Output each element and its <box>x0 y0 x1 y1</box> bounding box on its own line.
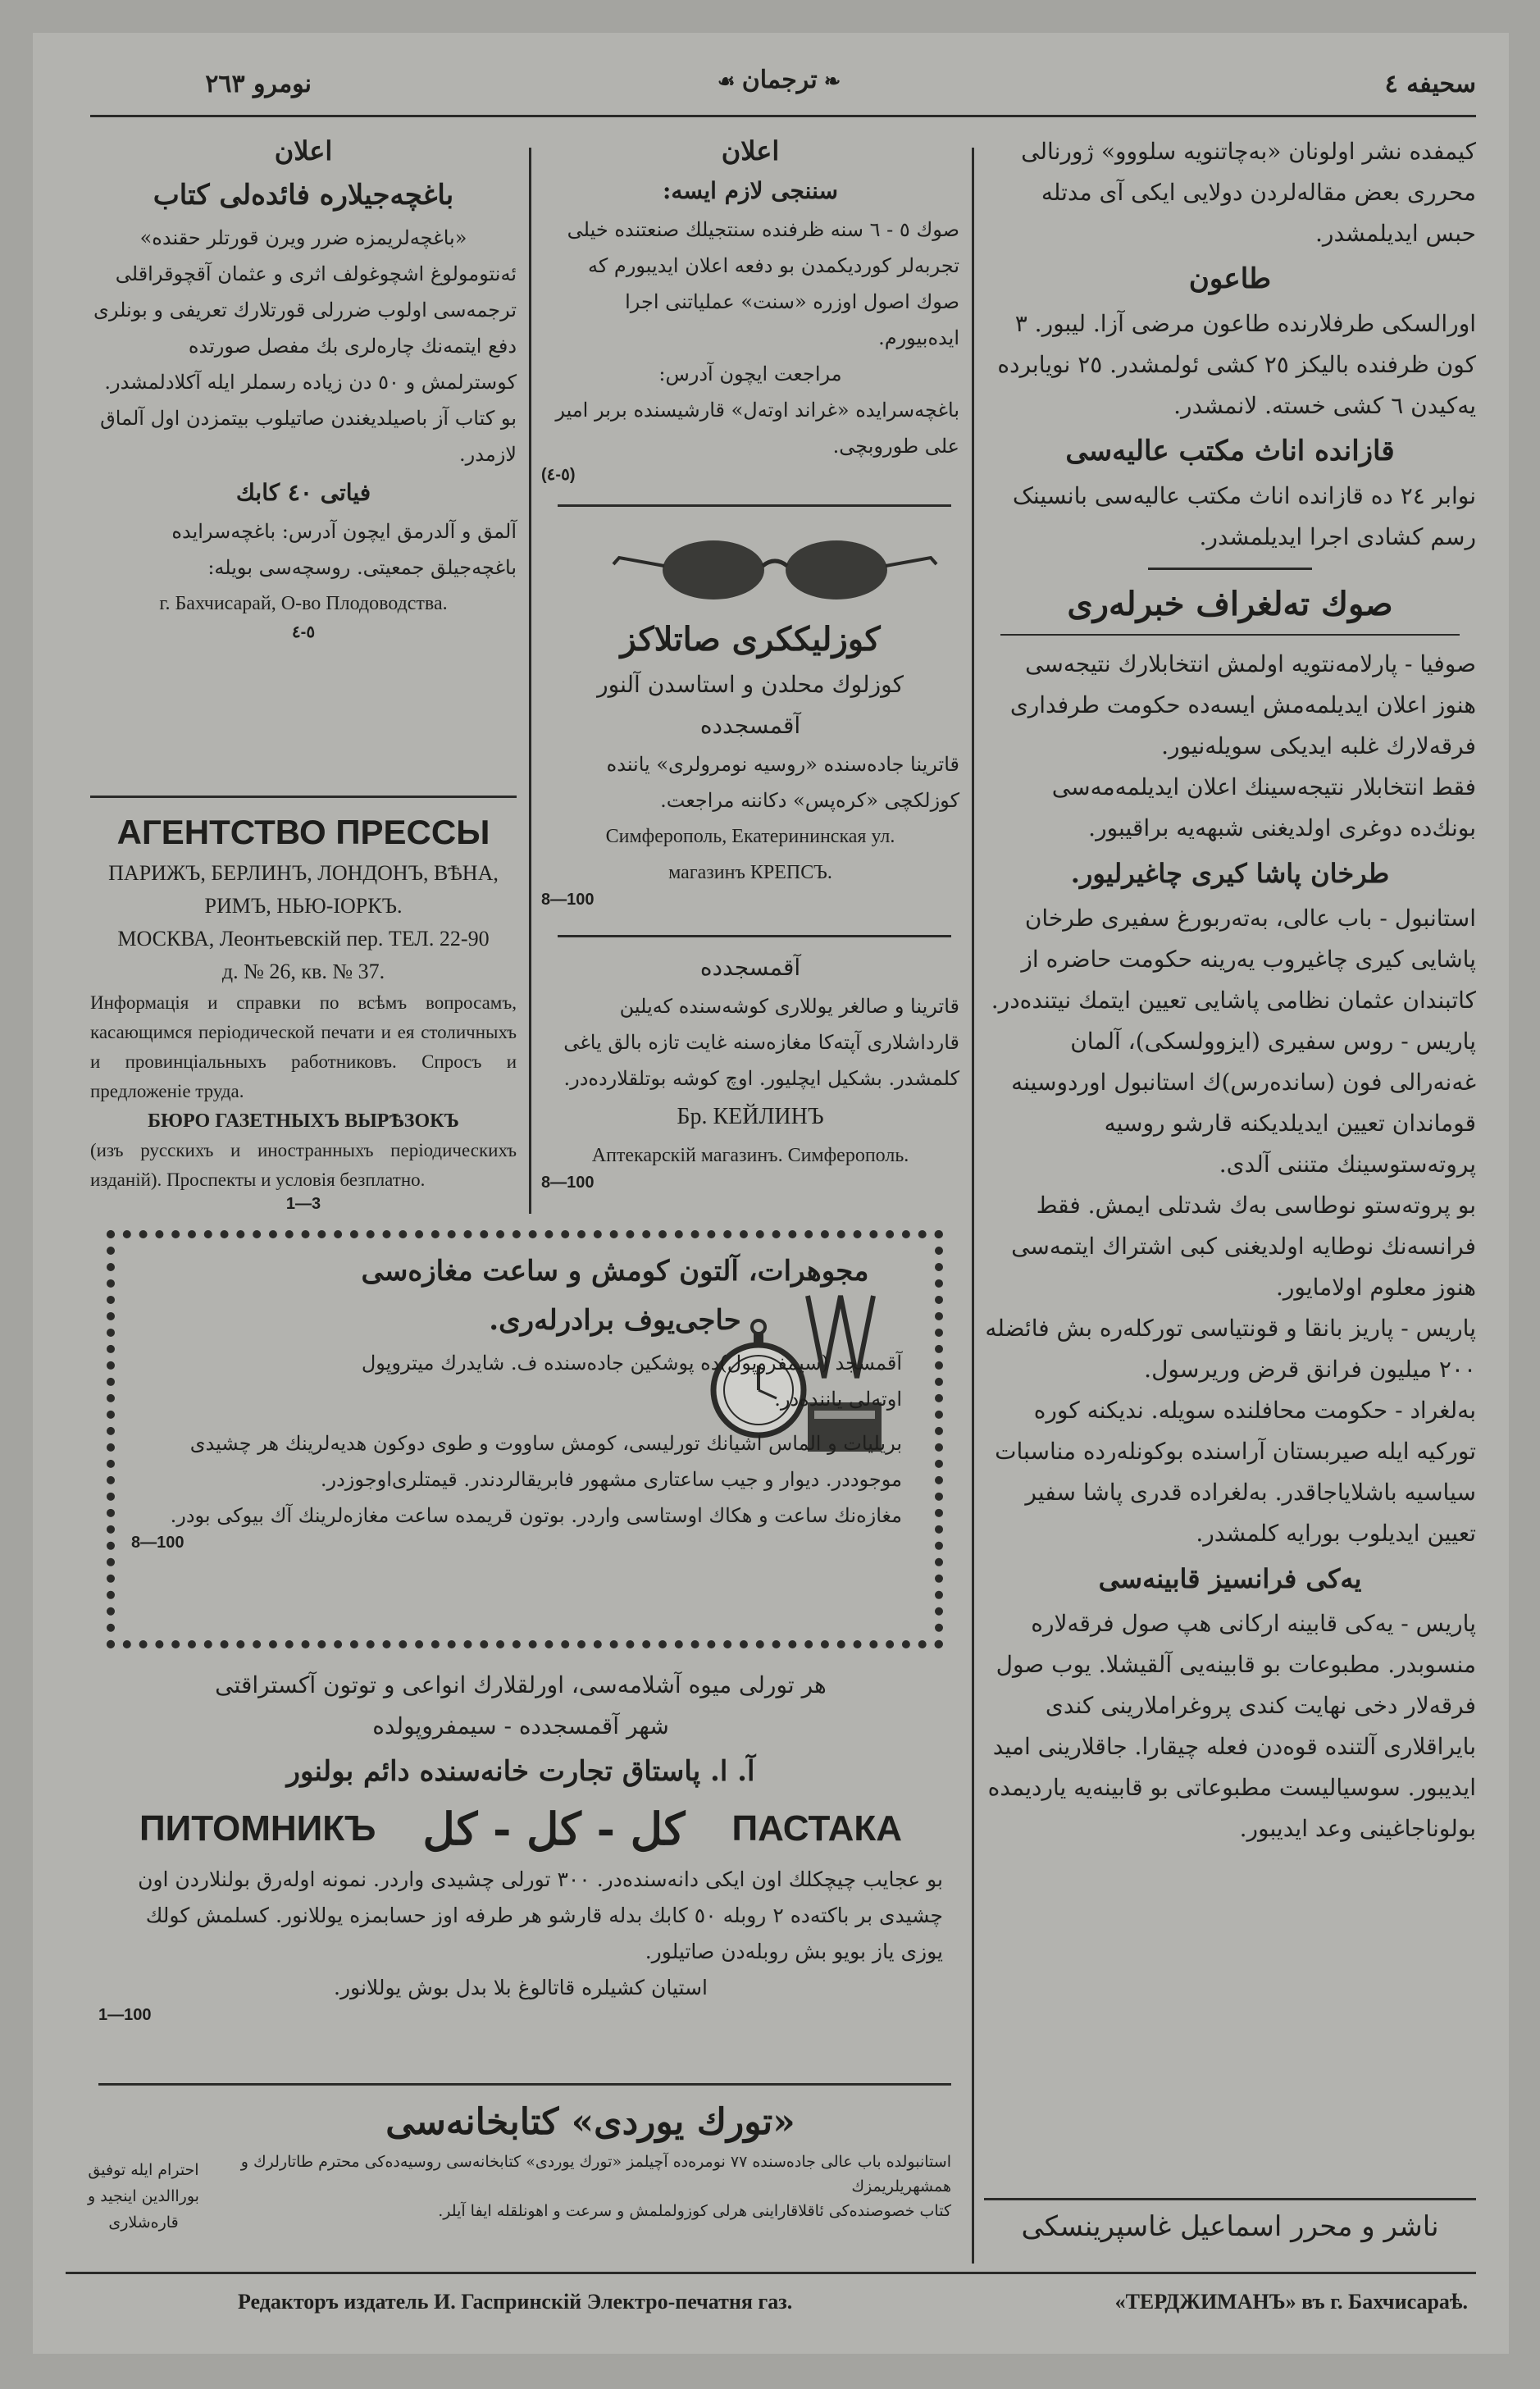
plague-text: اورالسکی طرفلارنده طاعون مرضی آزا. لیبور. ٣ کون ظرفنده بالیکز ٢٥ کشی ئولمشدر. ٢٥ نویابردە یەکیدن ٦ کشی خستە. لانمشدر. <box>997 310 1476 419</box>
nursery-ad-nursery-ru: ПИТОМНИКЪ <box>139 1808 376 1849</box>
book-ad-text: ئەنتومولوغ اشچوغولف اثری و عثمان آقچوقراقلی ترجمەسی اولوب ضررلی قورتلارك تعریفی و بونلری دفع ایتمەنك چارەلری بك مفصل صورتدە کوسترلمش و ٥٠ دن زیادە رسملر ایلە آکلادلمشدر. <box>93 262 517 394</box>
barber-ad-title: اعلان <box>721 135 780 166</box>
press-agency-address-2: д. № 26, кв. № 37. <box>221 960 385 983</box>
press-agency-cities-2: РИМЪ, НЬЮ-ІОРКЪ. <box>204 894 403 918</box>
sofia-item-2: فقط انتخابلار نتیجەسینك اعلان ایدیلمەمەسی بونك‌دە دوغری اولدیغنی شبهە‌یە براقیبور. <box>1051 773 1476 841</box>
nursery-ad-pastak-ru: ПАСТАКА <box>731 1808 902 1849</box>
nursery-ad-text: بو عجایب چیچکلك اون ایکی دانەسنده‌در. ٣٠٠ تورلی چشیدی واردر. نمونە اولەرق بولنلاردن اون چشیدی بر باکتەدە ٢ روبلە ٥٠ کابك بدلە قارشو هر طرفە اوز حسابمزە یوللانور. کسلمش کولك یوزی یاز بویو بش روبلەدن صاتیلور. <box>138 1867 943 1963</box>
jeweler-ad-text: بریلیات و الماس اشیانك تورلیسی، کومش ساووت و طوی دوکون هدیەلرینك هر چشیدی موجوددر. دیوار و جیب ساعتاری مشهور فابریقالردندر. قیمتلری‌اوجوزدر. <box>189 1432 902 1491</box>
book-ad-rule <box>90 796 517 798</box>
masthead-title: ❧ ترجمان ☙ <box>717 66 841 94</box>
press-agency-number: 1—3 <box>285 1195 321 1213</box>
belgrade-item: بەلغراد - حکومت محافلنده سویلە. ندیکنە کورە تورکیە ایلە صیربستان آراسنده بوکونلەردە مناسبات سیاسیە باشلایاجاقدر. بەلغرادە قدری پاشا سفیر تعیین ایدیلوب بورایە کلمشدر. <box>995 1397 1476 1547</box>
french-cabinet-heading: یەکی فرانسیز قابینەسی <box>1098 1563 1362 1594</box>
library-ad <box>230 2095 951 2223</box>
optician-ad-subtitle: کوزلوك محلدن و استاسدن آلنور <box>597 671 904 698</box>
library-ad-title: «تورك یوردی» کتابخانەسی <box>385 2101 795 2143</box>
barber-ad-number: (٥-٤) <box>541 466 576 484</box>
pharmacy-ad-name: Бр. КЕЙЛИНЪ <box>677 1104 824 1129</box>
news-column <box>984 131 1476 1849</box>
pharmacy-ad-city: آقمسجدده <box>699 954 801 981</box>
section-rule <box>1148 568 1312 570</box>
page-number-header: سحیفه ٤ <box>1384 70 1476 98</box>
book-ad-note: بو کتاب آز باصیلدیغندن صاتیلوب بیتمزدن اول آلماق لازمدر. <box>100 407 517 466</box>
book-ad-address-ru: г. Бахчисарай, О-во Плодоводства. <box>159 593 448 614</box>
nursery-ad-line-1: هر تورلی میوە آشلامەسی، اورلقلارك انواعی و توتون آکستراقتی <box>215 1671 827 1698</box>
column-divider-mid <box>529 148 531 1214</box>
issue-number-header: نومرو ٢٦٣ <box>205 70 312 98</box>
book-ad-subtitle: «باغچەلریمزە ضرر ویرن قورتلر حقنده» <box>139 226 467 249</box>
left-column <box>90 131 517 642</box>
library-ad-text: استانبولده باب عالی جادەسنده ٧٧ نومرەدە آچیلمز «تورك یوردی» کتابخانەسی روسیەدەکی محترم طاتارلرك و همشهریلریمزك <box>240 2153 951 2195</box>
publisher-rule <box>984 2198 1476 2200</box>
jeweler-ad <box>131 1247 902 1552</box>
kazan-school-heading: قازانده اناث مکتب عالیەسی <box>1065 435 1395 467</box>
jeweler-ad-address: آقمسجد (سیمفروپول)ده پوشکین جادەسنده ف. شایدرك میتروپول اوتەلی یانندەدر. <box>361 1352 902 1411</box>
press-agency-bureau: БЮРО ГАЗЕТНЫХЪ ВЫРѢЗОКЪ <box>148 1110 459 1132</box>
press-agency-tail: (изъ русскихъ и иностранныхъ перiодическихъ изданiй). Проспекты и условiя безплатно. <box>90 1140 517 1190</box>
pharmacy-ad-number: 8—100 <box>541 1174 595 1192</box>
press-agency-address-1: МОСКВА, Леонтьевскiй пер. ТЕЛ. 22-90 <box>117 927 490 951</box>
turkhan-heading: طرخان پاشا کیری چاغیرلیور. <box>1070 858 1390 889</box>
press-agency-ad <box>90 808 517 1214</box>
nursery-ad-line-3: آ. ا. پاستاق تجارت خانەسنده دائم بولنور <box>286 1755 755 1788</box>
optician-ad-shop-ru: магазинъ КРЕПСЪ. <box>668 862 832 883</box>
barber-ad-text: صوك ٥ - ٦ سنە ظرفنده سنتجیلك صنعتنده خیلی تجربەلر کوردیکمدن بو دفعە اعلان ایدیبورم کە صوك اصول اوزرە «سنت» عملیاتنی اجرا ایدەبیورم. <box>567 218 959 349</box>
optician-ad-city: آقمسجدده <box>699 712 801 739</box>
jeweler-ad-name: حاجی‌یوف برادرلەری. <box>489 1304 741 1337</box>
nursery-ad-headline <box>98 1796 943 1862</box>
library-ad-text-2: کتاب خصوصندەکی ئاقلاقاراینی هرلی کوزولملمش و سرعت و اهونلقلە ایفا آیلر. <box>438 2202 951 2220</box>
nursery-ad-number: 1—100 <box>98 2006 152 2024</box>
nursery-ad-rose: کل - کل - کل <box>422 1803 686 1855</box>
newspaper-sheet <box>33 33 1509 2354</box>
pharmacy-ad-text: قاترینا و صالغر یوللاری کوشەسنده کەیلین قارداشلاری آپتەکا مغازەسنە غایت تازە بالق یاغی کلمشدر. بشکیل ایچلیور. اوچ کوشە بوتلقلاردەدر. <box>563 995 959 1090</box>
book-ad-title: اعلان <box>274 135 333 166</box>
book-ad-heading: باغچەجیلارە فائدەلی کتاب <box>153 179 454 212</box>
book-ad-price: فیاتی ٤٠ کابك <box>235 479 371 506</box>
press-agency-cities-1: ПАРИЖЪ, БЕРЛИНЪ, ЛОНДОНЪ, ВѢНА, <box>108 861 499 885</box>
book-ad-address: آلمق و آلدرمق ایچون آدرس: باغچەسرایده باغچەجیلق جمعیتی. روسچەسی بویلە: <box>171 520 517 579</box>
kazan-school-text: نوابر ٢٤ ده قازانده اناث مکتب عالیەسی بانسینک رسم کشادی اجرا ایدیلمشدر. <box>1012 482 1476 550</box>
pharmacy-ad-address-ru: Аптекарскiй магазинъ. Симферополь. <box>591 1145 909 1166</box>
paris-item-2: بو پروتەستو نوطاسی بەك شدتلی ایمش. فقط فرانسەنك نوطایە اولدیغنی کبی اشتراك ایتمەسی هنوز معلوم اولامایور. <box>1011 1192 1476 1301</box>
plague-heading: طاعون <box>1188 262 1272 295</box>
telegraph-heading: صوك تەلغراف خبرلەری <box>1067 585 1393 623</box>
masthead-rule <box>90 115 1476 117</box>
library-ad-signature: احترام ایلە توفیق بوراالدین اینجید و قارەشلاری <box>88 2161 199 2232</box>
barber-ad-address: باغچەسرایده «غراند اوتەل» قارشیسنده بربر امیر علی طوروبچی. <box>555 399 959 458</box>
istanbul-item: استانبول - باب عالی، بەتەربورغ سفیری طرخان پاشایی کیری چاغیروب یەرینە حکومت حاضرە از کاتبندان عثمان نظامی پاشایی تعیین ایتمك نیتنده‌در. <box>991 905 1476 1014</box>
sofia-item: صوفیا - پارلامەنتویە اولمش انتخابلارك نتیجەسی هنوز اعلان ایدیلمەمش ایسەدە حکومت طرفداری فرقەلارك غلبە ایدیکی سویلەنیور. <box>1009 650 1476 759</box>
jeweler-ad-title: مجوهرات، آلتون کومش و ساعت مغازەسی <box>361 1255 869 1288</box>
jeweler-ad-number: 8—100 <box>131 1534 185 1552</box>
nursery-ad-catalog: استیان کشیلرە قاتالوغ بلا بدل بوش یوللانور. <box>334 1976 708 1999</box>
column-divider-right <box>972 148 974 2264</box>
nursery-ad-line-2: شهر آقمسجدده - سیمفروپولده <box>372 1712 669 1739</box>
paris-loan-item: پاریس - پاریز بانقا و قونتیاسی تورکلەرە بش فائضلە ٢٠٠ میلیون فرانق قرض وریرسول. <box>985 1315 1476 1383</box>
nursery-ad-rule <box>98 2083 951 2086</box>
jeweler-ad-text-2: مغازەنك ساعت و هکاك اوستاسی واردر. بوتون قریمده ساعت مغازەلرینك آك بیوکی بودر. <box>170 1504 902 1527</box>
optician-ad <box>541 615 959 910</box>
optician-ad-title: کوزلیککری صاتلاکز <box>620 620 881 659</box>
optician-ad-address-ru: Симферополь, Екатерининская ул. <box>605 826 895 847</box>
press-agency-text: Информацiя и справки по всѣмъ вопросамъ, касающимся перiодической печати и ея столичныхъ и провинцiальныхъ работниковъ. Спросъ и предложенiе труда. <box>90 992 517 1101</box>
barber-ad-address-label: مراجعت ایچون آدرس: <box>658 362 842 385</box>
telegraph-rule <box>1000 634 1460 636</box>
book-ad-number: ٥-٤ <box>291 623 316 641</box>
nursery-ad <box>98 1665 943 2025</box>
middle-column <box>541 131 959 485</box>
masthead-title-text: ترجمان <box>741 66 818 94</box>
barber-ad-subtitle: سننجی لازم ایسە: <box>663 177 838 204</box>
pharmacy-ad <box>541 947 959 1192</box>
imprint-rule <box>66 2272 1476 2274</box>
barber-ad-rule <box>558 504 951 507</box>
imprint <box>238 2290 1468 2314</box>
optician-ad-number: 8—100 <box>541 891 595 909</box>
news-kiev-item: کیمفده نشر اولونان «بەچاتنویە سلووو» ژورنالی محرری بعض مقالەلردن دولایی ایکی آی مدتلە حبس ایدیلمشدر. <box>1021 138 1476 247</box>
french-cabinet-text: پاریس - یەکی قابینە ارکانی هپ صول فرقەلارە منسوبدر. مطبوعات بو قابینەیی آلقیشلا. یوب صول فرقەلار دخی نهایت کندی پروغراملارینی کندی بایراقلاری آلتنده قوەدن فعلە چیقارا. جاقلارینی امید ایدیبور. سوسیالیست مطبوعاتی بو قابینەیە یاردیمدە بولوناجاغینی وعد ایدیبور. <box>987 1610 1476 1842</box>
optician-ad-text: قاترینا جادەسنده «روسیە نومرولری» یانندە کوزلکچی «کرەپس» دکاننه مراجعت. <box>606 753 959 812</box>
imprint-paper: «ТЕРДЖИМАНЪ» въ г. Бахчисараѣ. <box>1114 2290 1468 2314</box>
eyeglasses-icon <box>607 525 943 615</box>
optician-ad-rule <box>558 935 951 937</box>
press-agency-title: АГЕНТСТВО ПРЕССЫ <box>116 813 490 851</box>
publisher-signature: ناشر و محرر اسماعیل غاسپرینسکی <box>1021 2210 1439 2243</box>
paris-item-1: پاریس - روس سفیری (ایزوولسکی)، آلمان غەنەرالی فون (ساندەرس)ك استانبول اوردوسینە قوماندان تعیین ایدیلدیکنە قارشو روسیە پروتەستوسینك متننی آلدی. <box>1011 1028 1476 1178</box>
imprint-editor: Редакторъ издатель И. Гаспринскiй Электро-печатня газ. <box>238 2290 793 2314</box>
